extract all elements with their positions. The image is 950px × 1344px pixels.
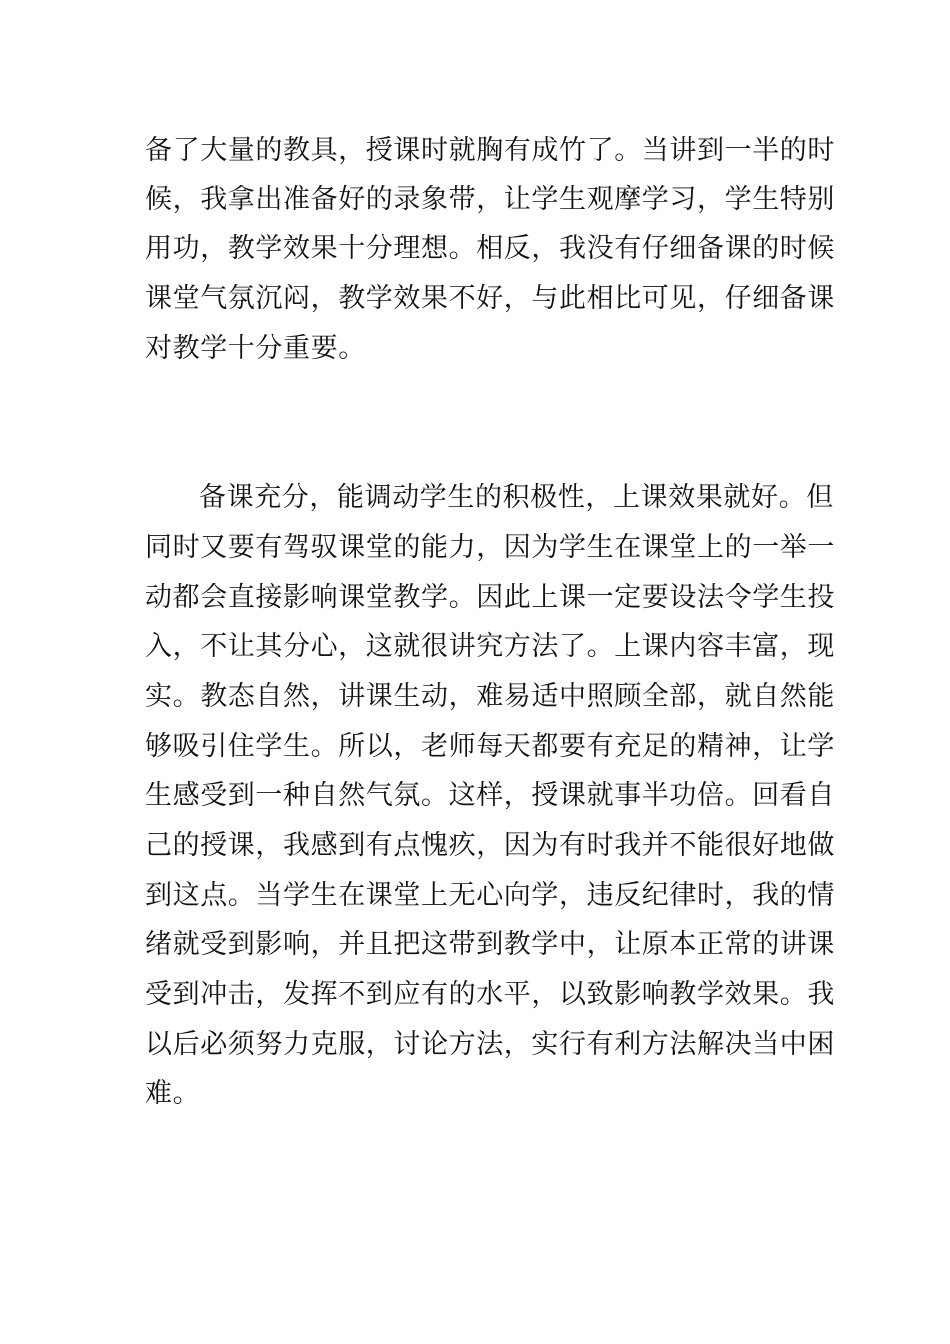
text-line: 同时又要有驾驭课堂的能力，因为学生在课堂上的一举一 [145, 532, 835, 563]
text-line: 备课充分，能调动学生的积极性，上课效果就好。但 [199, 482, 834, 513]
text-line: 到这点。当学生在课堂上无心向学，违反纪律时，我的情 [145, 880, 835, 911]
text-line: 备了大量的教具，授课时就胸有成竹了。当讲到一半的时 [145, 135, 835, 166]
text-line: 以后必须努力克服，讨论方法，实行有利方法解决当中困 [145, 1029, 835, 1060]
text-line: 课堂气氛沉闷，教学效果不好，与此相比可见，仔细备课 [145, 283, 835, 314]
text-line: 对教学十分重要。 [145, 333, 366, 364]
text-line: 己的授课，我感到有点愧疚，因为有时我并不能很好地做 [145, 830, 835, 861]
text-line: 用功，教学效果十分理想。相反，我没有仔细备课的时候 [145, 233, 835, 264]
text-line: 动都会直接影响课堂教学。因此上课一定要设法令学生投 [145, 582, 835, 613]
text-line: 难。 [145, 1078, 201, 1109]
text-line: 候，我拿出准备好的录象带，让学生观摩学习，学生特别 [145, 184, 835, 215]
text-line: 生感受到一种自然气氛。这样，授课就事半功倍。回看自 [145, 780, 835, 811]
text-line: 受到冲击，发挥不到应有的水平，以致影响教学效果。我 [145, 979, 835, 1010]
text-line: 实。教态自然，讲课生动，难易适中照顾全部，就自然能 [145, 681, 835, 712]
text-line: 绪就受到影响，并且把这带到教学中，让原本正常的讲课 [145, 929, 835, 960]
text-line: 够吸引住学生。所以，老师每天都要有充足的精神，让学 [145, 731, 835, 762]
text-line: 入，不让其分心，这就很讲究方法了。上课内容丰富，现 [145, 631, 835, 662]
